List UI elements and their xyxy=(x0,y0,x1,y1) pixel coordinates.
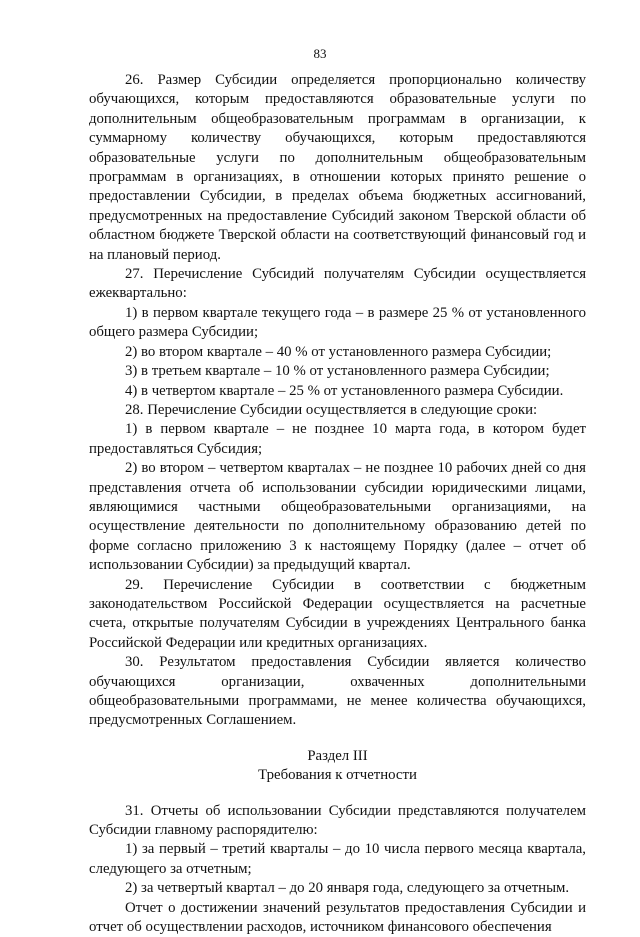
paragraph-31-item-2: 2) за четвертый квартал – до 20 января года, следующего за отчетным. xyxy=(125,880,570,897)
section-number: Раздел III xyxy=(307,747,368,764)
paragraph-27: 27. Перечисление Субсидий получателям Субсидии осуществляется ежеквартально: xyxy=(89,266,586,302)
paragraph-26: 26. Размер Субсидии определяется пропорционально количеству обучающихся, которым предоставляются образовательные услуги по дополнительным общеобразовательным программам в организации, к суммарному количеству обучающихся, которым предоставляются образовательные услуги по дополнительным общеобразовательным программам в организациях, в отношении которых принято решение о предоставлении Субсидии, в пределах объема бюджетных ассигнований, предусмотренных на предоставление Субсидий законом Тверской области об областном бюджете Тверской области на соответствующий финансовый год и на плановый период. xyxy=(89,72,586,263)
paragraph-report: Отчет о достижении значений результатов предоставления Субсидии и отчет об осуществлении расходов, источником финансового обеспечения xyxy=(89,899,586,936)
paragraph-27-item-4: 4) в четвертом квартале – 25 % от установленного размера Субсидии. xyxy=(125,382,564,399)
paragraph-27-item-2: 2) во втором квартале – 40 % от установленного размера Субсидии; xyxy=(125,343,552,360)
paragraph-29: 29. Перечисление Субсидии в соответствии с бюджетным законодательством Российской Федерации осуществляется на расчетные счета, открытые получателям Субсидии в учреждениях Центрального банка Российской Федерации или кредитных организациях. xyxy=(89,576,586,651)
paragraph-27-item-3: 3) в третьем квартале – 10 % от установленного размера Субсидии; xyxy=(125,363,550,380)
paragraph-30: 30. Результатом предоставления Субсидии является количество обучающихся организации, охваченных дополнительными общеобразовательными программами, не менее количества обучающихся, предусмотренных Соглашением. xyxy=(89,654,586,729)
paragraph-28-item-2: 2) во втором – четвертом кварталах – не позднее 10 рабочих дней со дня представления отчета об использовании субсидии юридическими лицами, являющимися частными общеобразовательными организациями, на осуществление деятельности по дополнительному образованию детей по форме согласно приложению 3 к настоящему Порядку (далее – отчет об использовании Субсидии) за предыдущий квартал. xyxy=(89,460,586,574)
paragraph-28-item-1: 1) в первом квартале – не позднее 10 марта года, в котором будет предоставляться Субсидия; xyxy=(89,421,586,457)
paragraph-31: 31. Отчеты об использовании Субсидии представляются получателем Субсидии главному распорядителю: xyxy=(89,802,586,839)
paragraph-27-item-1: 1) в первом квартале текущего года – в размере 25 % от установленного общего размера Субсидии; xyxy=(89,304,586,341)
section-title: Требования к отчетности xyxy=(258,767,417,784)
paragraph-28: 28. Перечисление Субсидии осуществляется в следующие сроки: xyxy=(125,401,538,418)
page-number: 83 xyxy=(313,46,327,61)
document-body xyxy=(89,71,586,937)
paragraph-31-item-1: 1) за первый – третий кварталы – до 10 числа первого месяца квартала, следующего за отчетным; xyxy=(89,841,586,877)
